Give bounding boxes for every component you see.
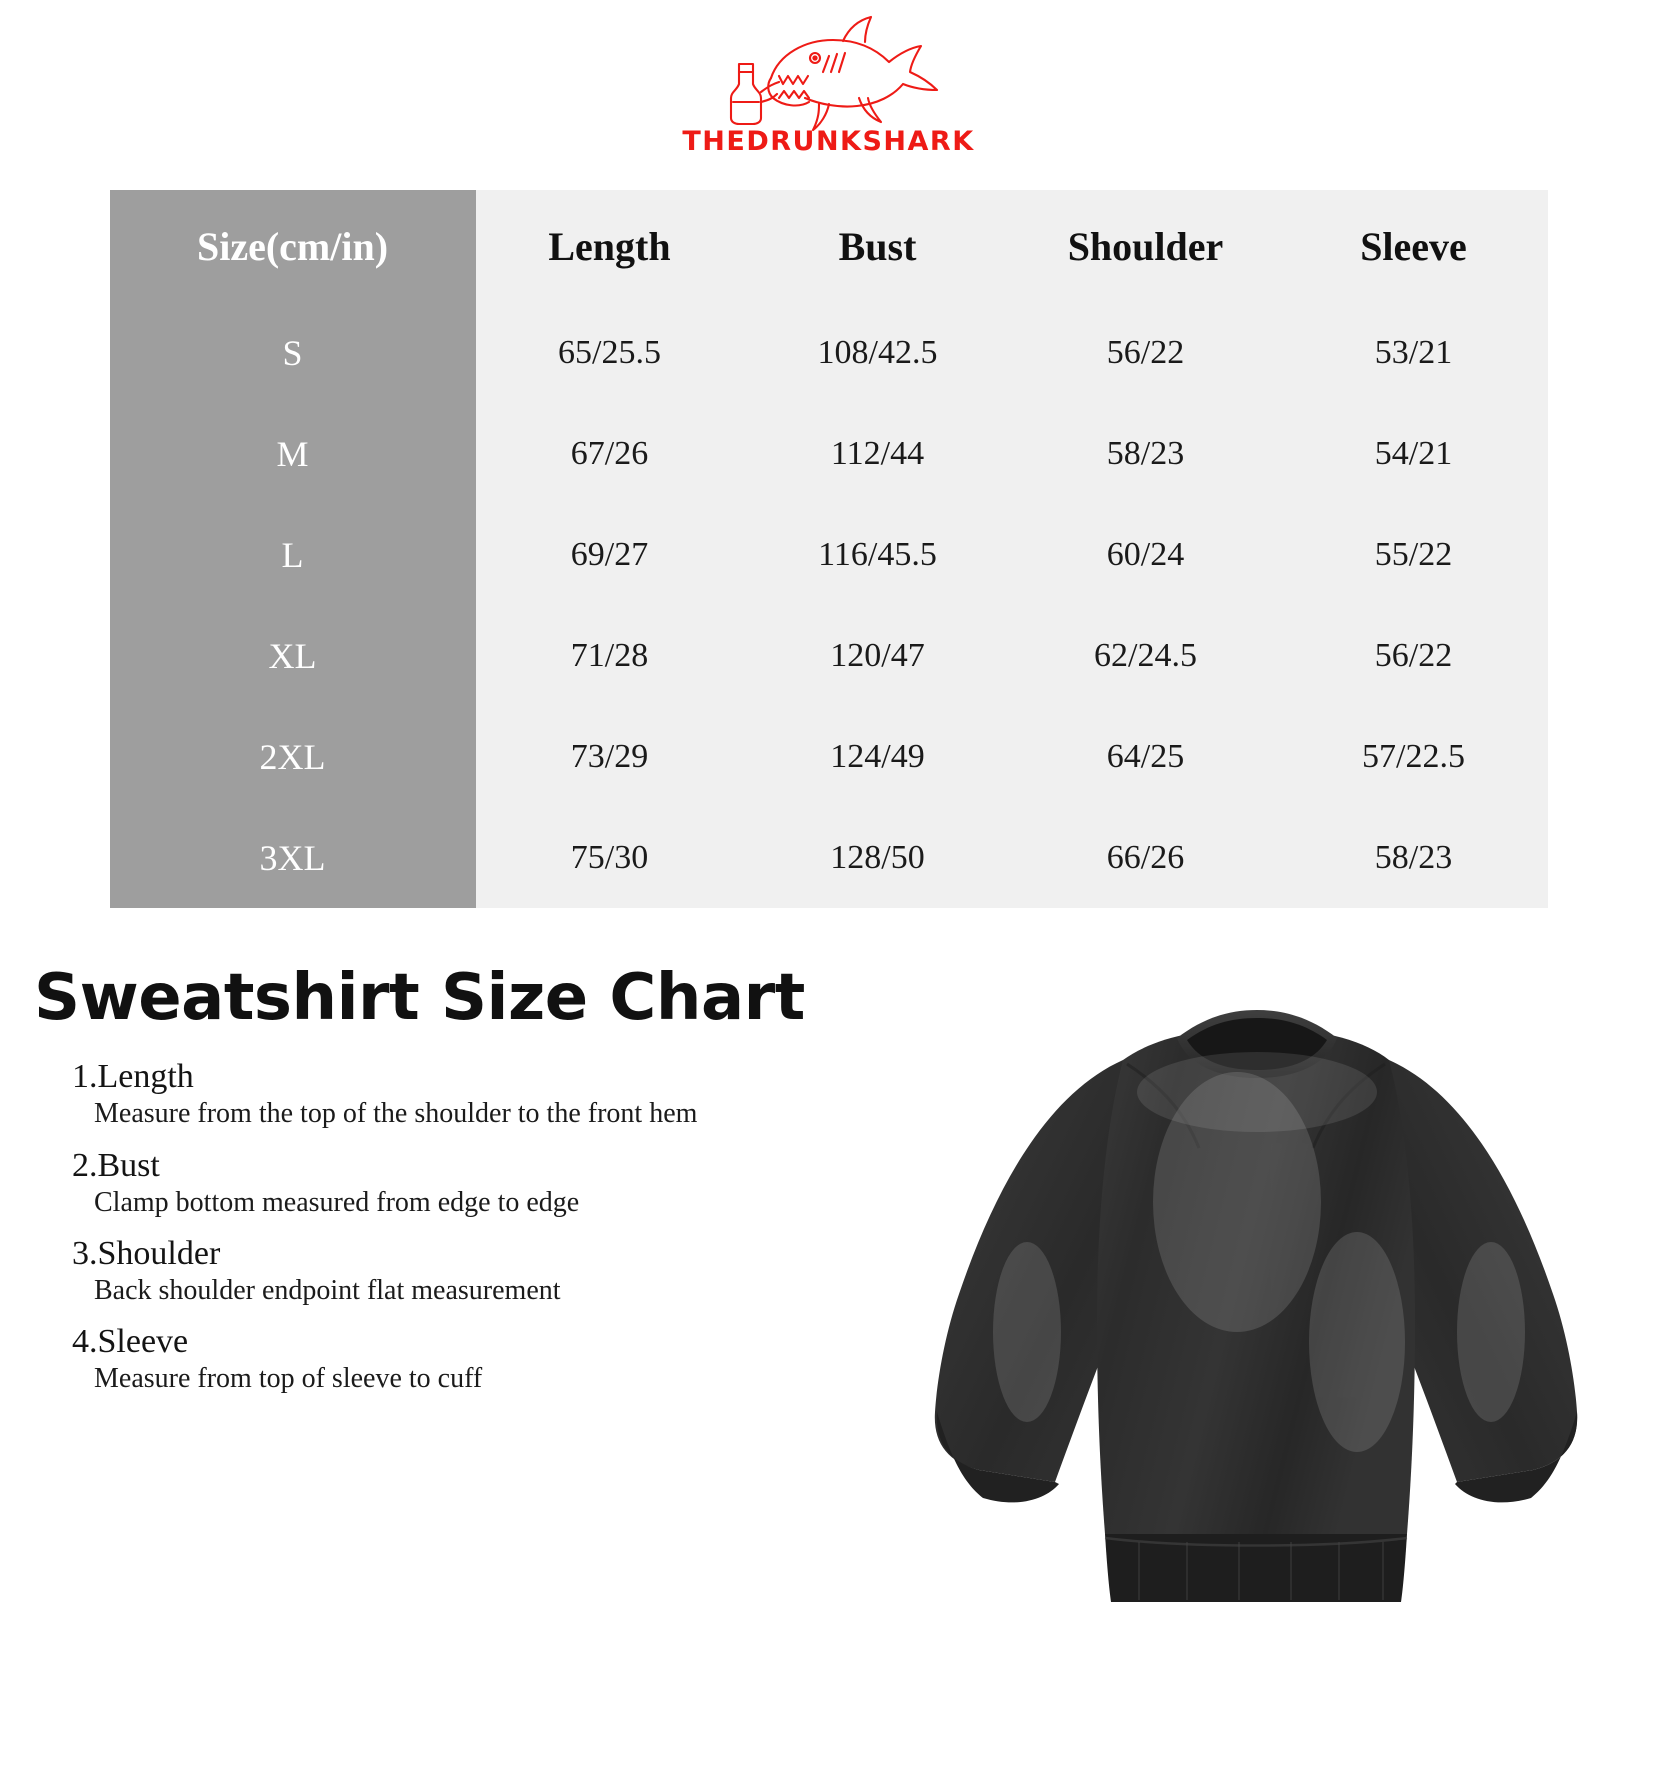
- guide-item-sleeve: [34, 1322, 880, 1396]
- column-header-bust: Bust: [838, 223, 917, 269]
- size-chart-body: [110, 302, 1548, 908]
- cell-size: L: [110, 504, 476, 605]
- guide-item-shoulder: [34, 1234, 880, 1308]
- table-row: [110, 605, 1548, 706]
- guide-item-heading: 4.Sleeve: [72, 1323, 189, 1361]
- cell-size: M: [110, 403, 476, 504]
- cell-length: 69/27: [570, 535, 649, 573]
- guide-item-description: Clamp bottom measured from edge to edge: [94, 1186, 580, 1218]
- black-crewneck-sweatshirt-photo: [887, 942, 1627, 1702]
- cell-sleeve: 58/23: [1374, 838, 1453, 876]
- guide-item-description: Measure from top of sleeve to cuff: [94, 1363, 483, 1395]
- cell-bust: 112/44: [830, 434, 925, 472]
- cell-length: 67/26: [570, 434, 649, 472]
- table-row: [110, 807, 1548, 908]
- table-row: [110, 706, 1548, 807]
- cell-shoulder: 56/22: [1106, 333, 1185, 371]
- cell-length: 73/29: [570, 737, 649, 775]
- cell-shoulder: 66/26: [1106, 838, 1185, 876]
- cell-bust: 108/42.5: [817, 333, 938, 371]
- cell-sleeve: 54/21: [1374, 434, 1453, 472]
- guide-item-heading: 3.Shoulder: [72, 1234, 221, 1272]
- size-chart-table: [110, 190, 1548, 908]
- cell-length: 75/30: [570, 838, 649, 876]
- cell-shoulder: 64/25: [1106, 737, 1185, 775]
- guide-item-bust: [34, 1146, 880, 1220]
- table-row: [110, 504, 1548, 605]
- table-row: [110, 302, 1548, 403]
- column-header-sleeve: Sleeve: [1360, 223, 1467, 269]
- cell-size: 2XL: [110, 706, 476, 807]
- page-title: Sweatshirt Size Chart: [34, 961, 805, 1035]
- cell-shoulder: 62/24.5: [1094, 636, 1197, 674]
- cell-size: S: [110, 302, 476, 403]
- brand-logo: [0, 0, 1657, 190]
- product-image: [887, 942, 1627, 1702]
- column-header-length: Length: [548, 223, 671, 269]
- cell-length: 71/28: [570, 636, 649, 674]
- shark-with-bottle-icon: [709, 14, 949, 132]
- cell-sleeve: 53/21: [1374, 333, 1453, 371]
- cell-sleeve: 56/22: [1374, 636, 1453, 674]
- cell-sleeve: 55/22: [1374, 535, 1453, 573]
- column-header-shoulder: Shoulder: [1067, 223, 1224, 269]
- cell-size: XL: [110, 605, 476, 706]
- cell-size: 3XL: [110, 807, 476, 908]
- cell-shoulder: 58/23: [1106, 434, 1185, 472]
- cell-bust: 120/47: [830, 636, 925, 674]
- table-header-row: [110, 190, 1548, 302]
- cell-sleeve: 57/22.5: [1362, 737, 1465, 775]
- guide-item-length: [34, 1057, 880, 1131]
- brand-logo-inner: [682, 14, 975, 184]
- table-row: [110, 403, 1548, 504]
- measurement-guide-text: [0, 952, 880, 1410]
- cell-shoulder: 60/24: [1106, 535, 1185, 573]
- column-header-size: Size(cm/in): [110, 190, 476, 302]
- guide-item-description: Back shoulder endpoint flat measurement: [94, 1274, 561, 1306]
- guide-item-heading: 1.Length: [72, 1058, 194, 1096]
- size-chart-header: [110, 190, 1548, 302]
- guide-item-heading: 2.Bust: [72, 1146, 160, 1184]
- measurement-guide-section: [0, 952, 1657, 1722]
- cell-bust: 124/49: [830, 737, 925, 775]
- brand-wordmark: THEDRUNKSHARK: [682, 126, 975, 157]
- cell-length: 65/25.5: [558, 333, 661, 371]
- guide-item-description: Measure from the top of the shoulder to the front hem: [94, 1098, 698, 1130]
- cell-bust: 116/45.5: [818, 535, 937, 573]
- cell-bust: 128/50: [830, 838, 925, 876]
